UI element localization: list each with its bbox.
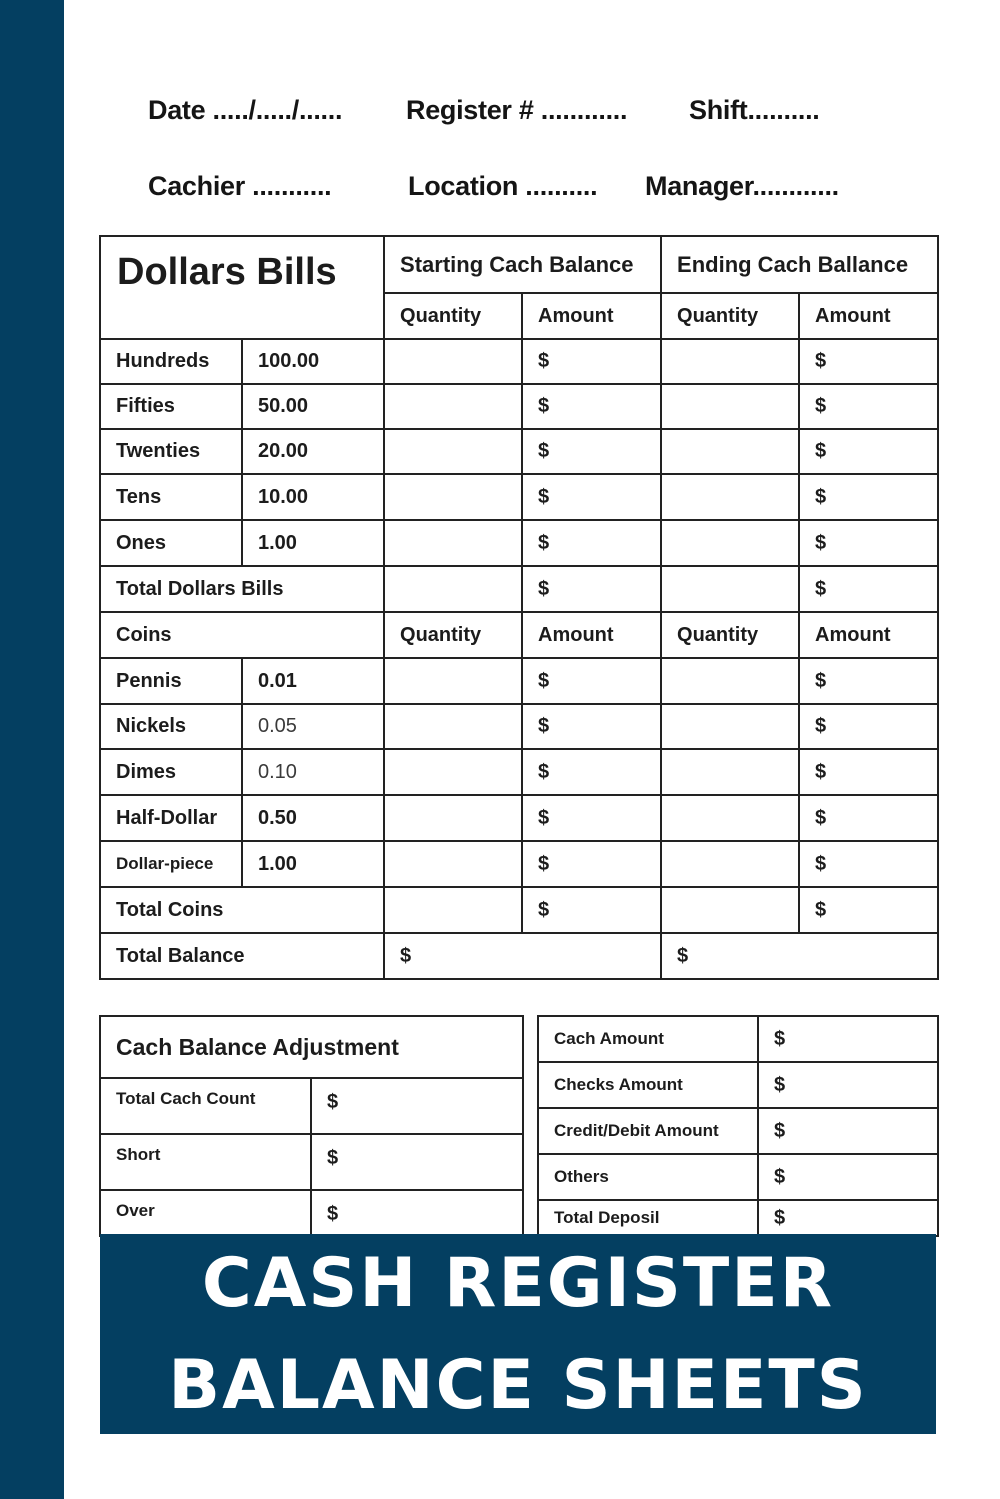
- adjustment-title: Cach Balance Adjustment: [100, 1016, 523, 1078]
- table-row-total-coins: [100, 887, 938, 933]
- table-row-pennis: [100, 658, 938, 704]
- deposit-value-cell[interactable]: $: [758, 1200, 938, 1236]
- end-amount-cell[interactable]: $: [799, 841, 938, 887]
- end-amount-cell[interactable]: $: [799, 704, 938, 749]
- end-amount-cell[interactable]: $: [799, 384, 938, 429]
- end-amount-cell[interactable]: $: [799, 749, 938, 795]
- coins-label: Coins: [100, 612, 384, 658]
- coin-value: 0.05: [242, 704, 384, 749]
- table-row-tens: [100, 474, 938, 520]
- denomination-value: 10.00: [242, 474, 384, 520]
- start-amount-cell[interactable]: $: [522, 339, 661, 384]
- table-row-fifties: [100, 384, 938, 429]
- denomination-name: Ones: [100, 520, 242, 566]
- banner-title-line-2: BALANCE SHEETS: [168, 1346, 868, 1425]
- end-quantity-header: Quantity: [661, 293, 799, 339]
- denomination-name: Hundreds: [100, 339, 242, 384]
- deposit-label: Others: [538, 1154, 758, 1200]
- table-row-nickels: [100, 704, 938, 749]
- end-total-balance-cell[interactable]: $: [661, 933, 938, 979]
- start-quantity-cell[interactable]: [384, 339, 522, 384]
- coin-value: 0.10: [242, 749, 384, 795]
- coins-start-amount-header: Amount: [522, 612, 661, 658]
- table-row-total-bills: [100, 566, 938, 612]
- dollar-bills-title: Dollars Bills: [100, 236, 384, 339]
- start-amount-header: Amount: [522, 293, 661, 339]
- start-quantity-cell[interactable]: [384, 841, 522, 887]
- banner-title-line-1: CASH REGISTER: [201, 1244, 835, 1323]
- end-quantity-cell[interactable]: [661, 658, 799, 704]
- end-amount-cell[interactable]: $: [799, 658, 938, 704]
- end-quantity-cell[interactable]: [661, 429, 799, 474]
- adjustment-row-total-count: [100, 1078, 523, 1134]
- table-row-hundreds: [100, 339, 938, 384]
- start-amount-cell[interactable]: $: [522, 566, 661, 612]
- denomination-name: Tens: [100, 474, 242, 520]
- ending-balance-header: Ending Cach Ballance: [661, 236, 938, 293]
- start-amount-cell[interactable]: $: [522, 704, 661, 749]
- location-field[interactable]: Location ..........: [408, 171, 598, 201]
- table-row-ones: [100, 520, 938, 566]
- start-quantity-cell[interactable]: [384, 384, 522, 429]
- start-amount-cell[interactable]: $: [522, 749, 661, 795]
- deposit-value-cell[interactable]: $: [758, 1016, 938, 1062]
- coin-name: Pennis: [100, 658, 242, 704]
- deposit-row-cash: [538, 1016, 938, 1062]
- cashier-field[interactable]: Cachier ...........: [148, 171, 332, 201]
- start-amount-cell[interactable]: $: [522, 795, 661, 841]
- start-amount-cell[interactable]: $: [522, 384, 661, 429]
- shift-field[interactable]: Shift..........: [689, 95, 820, 125]
- table-row-total-balance: [100, 933, 938, 979]
- coin-name: Nickels: [100, 704, 242, 749]
- cash-count-table: [99, 235, 939, 980]
- start-quantity-cell[interactable]: [384, 704, 522, 749]
- end-amount-cell[interactable]: $: [799, 474, 938, 520]
- start-amount-cell[interactable]: $: [522, 887, 661, 933]
- end-quantity-cell[interactable]: [661, 520, 799, 566]
- start-amount-cell[interactable]: $: [522, 429, 661, 474]
- starting-balance-header: Starting Cach Balance: [384, 236, 661, 293]
- end-quantity-cell[interactable]: [661, 384, 799, 429]
- deposit-value-cell[interactable]: $: [758, 1062, 938, 1108]
- total-coins-label: Total Coins: [100, 887, 384, 933]
- adjustment-value-cell[interactable]: $: [311, 1190, 523, 1236]
- start-quantity-cell[interactable]: [384, 520, 522, 566]
- deposit-row-total: [538, 1200, 938, 1236]
- adjustment-value-cell[interactable]: $: [311, 1078, 523, 1134]
- denomination-value: 1.00: [242, 520, 384, 566]
- coins-end-amount-header: Amount: [799, 612, 938, 658]
- deposit-label: Total Deposil: [538, 1200, 758, 1236]
- coin-value: 1.00: [242, 841, 384, 887]
- cash-adjustment-table: [99, 1015, 524, 1237]
- start-total-balance-cell[interactable]: $: [384, 933, 661, 979]
- end-quantity-cell[interactable]: [661, 474, 799, 520]
- register-number-field[interactable]: Register # ............: [406, 95, 628, 125]
- deposit-table: [537, 1015, 939, 1237]
- table-row-twenties: [100, 429, 938, 474]
- start-quantity-cell[interactable]: [384, 658, 522, 704]
- coin-name: Dollar-piece: [100, 841, 242, 887]
- denomination-name: Twenties: [100, 429, 242, 474]
- deposit-label: Cach Amount: [538, 1016, 758, 1062]
- start-quantity-cell[interactable]: [384, 749, 522, 795]
- deposit-value-cell[interactable]: $: [758, 1108, 938, 1154]
- table-row-dollar-piece: [100, 841, 938, 887]
- start-amount-cell[interactable]: $: [522, 520, 661, 566]
- start-amount-cell[interactable]: $: [522, 474, 661, 520]
- left-brand-stripe: [0, 0, 64, 1499]
- start-quantity-header: Quantity: [384, 293, 522, 339]
- adjustment-value-cell[interactable]: $: [311, 1134, 523, 1190]
- coin-value: 0.50: [242, 795, 384, 841]
- deposit-row-checks: [538, 1062, 938, 1108]
- total-balance-label: Total Balance: [100, 933, 384, 979]
- denomination-name: Fifties: [100, 384, 242, 429]
- coins-start-quantity-header: Quantity: [384, 612, 522, 658]
- denomination-value: 50.00: [242, 384, 384, 429]
- deposit-label: Checks Amount: [538, 1062, 758, 1108]
- coins-end-quantity-header: Quantity: [661, 612, 799, 658]
- start-quantity-cell[interactable]: [384, 566, 522, 612]
- start-quantity-cell[interactable]: [384, 429, 522, 474]
- adjustment-row-short: [100, 1134, 523, 1190]
- start-quantity-cell[interactable]: [384, 887, 522, 933]
- end-amount-cell[interactable]: $: [799, 339, 938, 384]
- end-amount-cell[interactable]: $: [799, 887, 938, 933]
- deposit-row-credit-debit: [538, 1108, 938, 1154]
- date-field[interactable]: Date ...../...../......: [148, 95, 343, 125]
- end-amount-cell[interactable]: $: [799, 795, 938, 841]
- coin-name: Half-Dollar: [100, 795, 242, 841]
- end-quantity-cell[interactable]: [661, 841, 799, 887]
- end-quantity-cell[interactable]: [661, 339, 799, 384]
- start-amount-cell[interactable]: $: [522, 841, 661, 887]
- coin-name: Dimes: [100, 749, 242, 795]
- end-amount-cell[interactable]: $: [799, 520, 938, 566]
- deposit-label: Credit/Debit Amount: [538, 1108, 758, 1154]
- end-amount-cell[interactable]: $: [799, 566, 938, 612]
- deposit-row-others: [538, 1154, 938, 1200]
- manager-field[interactable]: Manager............: [645, 171, 839, 201]
- denomination-value: 20.00: [242, 429, 384, 474]
- end-quantity-cell[interactable]: [661, 749, 799, 795]
- end-amount-header: Amount: [799, 293, 938, 339]
- total-bills-label: Total Dollars Bills: [100, 566, 384, 612]
- end-quantity-cell[interactable]: [661, 887, 799, 933]
- adjustment-label: Total Cach Count: [100, 1078, 311, 1134]
- coin-value: 0.01: [242, 658, 384, 704]
- start-quantity-cell[interactable]: [384, 795, 522, 841]
- adjustment-label: Short: [100, 1134, 311, 1190]
- deposit-value-cell[interactable]: $: [758, 1154, 938, 1200]
- end-quantity-cell[interactable]: [661, 795, 799, 841]
- adjustment-row-over: [100, 1190, 523, 1236]
- start-amount-cell[interactable]: $: [522, 658, 661, 704]
- coins-header-row: [100, 612, 938, 658]
- start-quantity-cell[interactable]: [384, 474, 522, 520]
- denomination-value: 100.00: [242, 339, 384, 384]
- table-row-half-dollar: [100, 795, 938, 841]
- adjustment-label: Over: [100, 1190, 311, 1236]
- end-amount-cell[interactable]: $: [799, 429, 938, 474]
- table-row-dimes: [100, 749, 938, 795]
- end-quantity-cell[interactable]: [661, 566, 799, 612]
- title-banner: [100, 1234, 936, 1434]
- end-quantity-cell[interactable]: [661, 704, 799, 749]
